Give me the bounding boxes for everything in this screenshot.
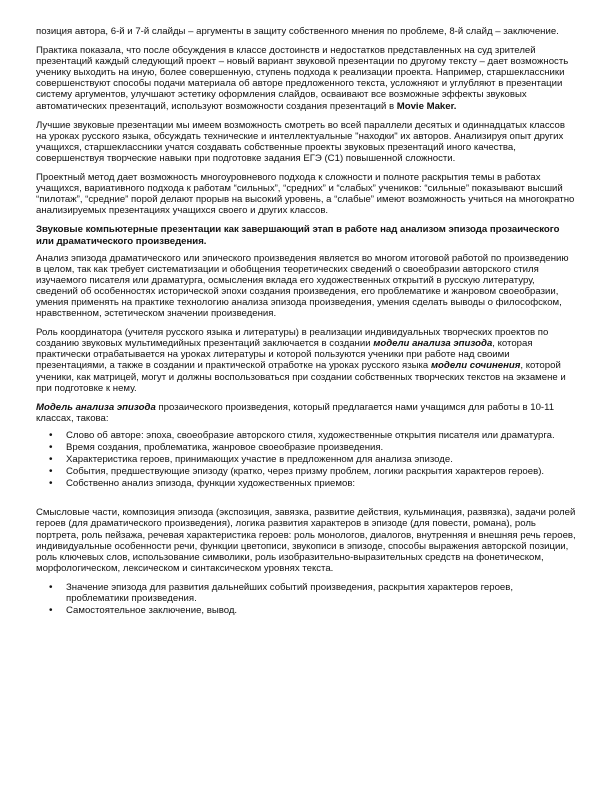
- paragraph-slides-conclusion: позиция автора, 6-й и 7-й слайды – аргументы в защиту собственного мнения по проблеме, 8-й слайд – заключение.: [36, 26, 559, 37]
- coordinator-text-2: , которая практически отрабатывается на уроках литературы и которой пользуются ученики при работе над своими презентациями, а также в создании и практической отработке на уроках русского языка: [36, 338, 533, 372]
- list-item: • Слово об авторе: эпоха, своеобразие авторского стиля, художественные открытия писателя или драматурга.: [66, 430, 576, 441]
- spacer: [36, 495, 576, 507]
- paragraph-best-presentations: Лучшие звуковые презентации мы имеем возможность смотреть во всей параллели десятых и одиннадцатых классов на уроках русского языка, обсуждать технические и интеллектуальные "находки" их авторов. Анализируя опыт других учащихся, старшеклассники учатся создавать собственные проекты звуковых презентаций иного качества, совершенствуя творческие навыки при подготовке задания ЕГЭ (С1) повышенной сложности.: [36, 119, 565, 164]
- paragraph-practice-text: Практика показала, что после обсуждения в классе достоинств и недостатков представленных на суд зрителей презентаций каждый следующий проект – новый вариант звуковой презентации по другому тексту – дает возможность ученику выходить на иную, более совершенную, ступень подхода к реализации проекта. Например, старшеклассники совершенствуют способы подачи материала об авторе предложенного текста, усложняют и углубляют в презентации систему аргументов, улучшают эстетику оформления слайдов, осваивают все возможные эффекты звуковых автоматических презентаций, используют возможности создания презентаций в: [36, 45, 569, 112]
- movie-maker-term: Movie Maker.: [396, 100, 457, 112]
- list-item: • События, предшествующие эпизоду (кратко, через призму проблем, логики раскрытия характеров героев).: [66, 466, 576, 477]
- coordinator-text-3: , которой ученики, как матрицей, могут и должны воспользоваться при создании собственных творческих текстов на экзамене и при подготовке к нему.: [36, 360, 566, 394]
- essay-model-term: модели сочинения: [430, 360, 521, 372]
- list-item: • Собственно анализ эпизода, функции художественных приемов:: [66, 478, 576, 489]
- paragraph-project-method: Проектный метод дает возможность многоуровневого подхода к сложности и полноте раскрытия темы в работах учащихся, вариативного подхода к работам “сильных”, “средних” и “слабых” учеников: “сильные” показывают высший “пилотаж”, “средние” порой делают прорыв на высокий уровень, а “слабые” имеют возможность учиться на многократно анализируемых презентациях учащихся своего и других классов.: [36, 172, 575, 217]
- model-intro-term: Модель анализа эпизода: [36, 401, 156, 413]
- list-item: • Характеристика героев, принимающих участие в предложенном для анализа эпизоде.: [66, 454, 576, 465]
- paragraph-practice: [36, 45, 576, 112]
- paragraph-model-intro: [36, 402, 576, 424]
- paragraph-semantic-parts: Смысловые части, композиция эпизода (экспозиция, завязка, развитие действия, кульминация, развязка), задачи ролей героев (для драматического произведения), логика развития характеров в эпизоде (для повести, романа), роль портрета, роль пейзажа, речевая характеристика героев: роль монологов, диалогов, внутренняя и внешняя речь героев, индивидуальные особенности речи, функции цветописи, звукописи в эпизоде, способы выражения авторской позиции, роль ключевых слов, использование символики, роль изобразительно-выразительных средств на фонетическом, морфологическом, лексическом и синтаксическом уровнях текста.: [36, 507, 576, 574]
- coordinator-text-1: Роль координатора (учителя русского языка и литературы) в реализации индивидуальных творческих проектов по созданию звуковых мультимедийных презентаций заключается в создании: [36, 327, 549, 350]
- episode-model-term: модели анализа эпизода: [373, 338, 493, 350]
- paragraph-coordinator-role: [36, 327, 576, 394]
- final-steps-list: [36, 582, 576, 616]
- paragraph-episode-analysis: Анализ эпизода драматического или эпического произведения является во многом итоговой работой по произведению в целом, так как требует систематизации и обобщения теоретических сведений о своеобразии авторского стиля изучаемого писателя или драматурга, осмысления вклада его художественных открытий в русскую литературу, сведений об особенностях исторической эпохи создания произведения, его проблематике и жанровом своеобразии, умения применять на практике технологию анализа эпизода произведения, умения сделать выводы о философском, нравственном, эстетическом значении произведения.: [36, 252, 569, 320]
- list-item: • Значение эпизода для развития дальнейших событий произведения, раскрытия характеров героев, проблематики произведения.: [66, 582, 576, 604]
- document-page: [36, 26, 576, 622]
- section-heading: Звуковые компьютерные презентации как завершающий этап в работе над анализом эпизода прозаического или драматического произведения.: [36, 224, 560, 247]
- model-intro-text: прозаического произведения, который предлагается нами учащимся для работы в 10-11 классах, такова:: [36, 401, 555, 424]
- list-item: • Самостоятельное заключение, вывод.: [66, 605, 576, 616]
- list-item: • Время создания, проблематика, жанровое своеобразие произведения.: [66, 442, 576, 453]
- analysis-steps-list: [36, 430, 576, 489]
